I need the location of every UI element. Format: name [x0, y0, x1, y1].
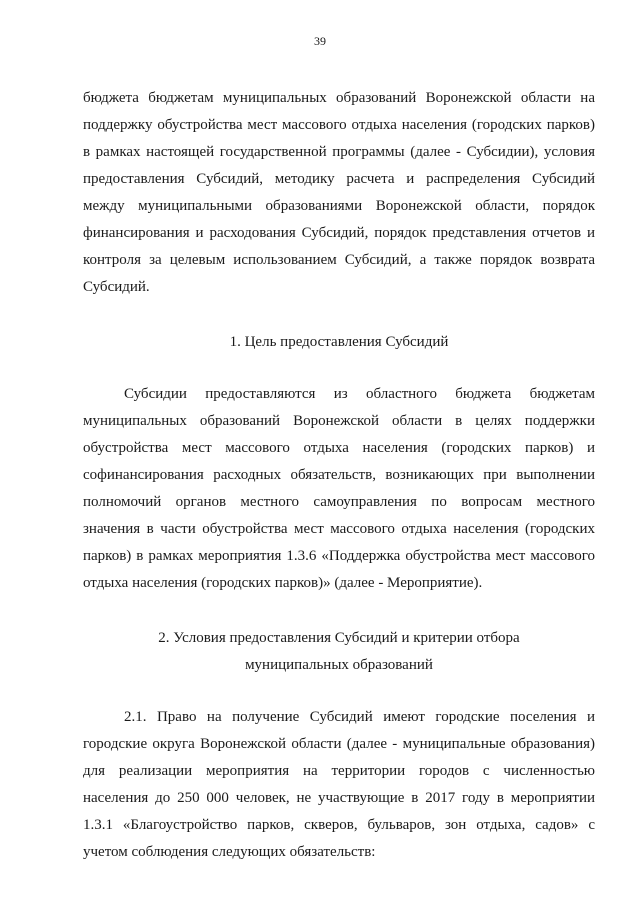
paragraph-line: полномочий органов местного самоуправления по вопросам местного: [83, 494, 595, 510]
paragraph-line: в рамках настоящей государственной программы (далее - Субсидии), условия: [83, 144, 595, 160]
paragraph-line: софинансирования расходных обязательств, возникающих при выполнении: [83, 467, 595, 483]
paragraph-line: парков) в рамках мероприятия 1.3.6 «Поддержка обустройства мест массового: [83, 548, 595, 564]
paragraph-line: между муниципальными образованиями Воронежской области, порядок: [83, 198, 595, 214]
paragraph-line: контроля за целевым использованием Субсидий, а также порядок возврата: [83, 252, 595, 268]
section-heading: 1. Цель предоставления Субсидий: [229, 334, 449, 350]
paragraph-line: бюджета бюджетам муниципальных образований Воронежской области на: [83, 90, 595, 106]
paragraph-line: обустройства мест массового отдыха населения (городских парков) и: [83, 440, 595, 456]
paragraph-line: для реализации мероприятия на территории городов с численностью: [83, 763, 595, 779]
paragraph-line: Субсидий.: [83, 279, 150, 295]
paragraph-line: отдыха населения (городских парков)» (далее - Мероприятие).: [83, 575, 483, 591]
paragraph-line: финансирования и расходования Субсидий, порядок представления отчетов и: [83, 225, 595, 241]
paragraph-line: учетом соблюдения следующих обязательств:: [83, 844, 376, 860]
paragraph-line: муниципальных образований Воронежской области в целях поддержки: [83, 413, 595, 429]
section-heading: 2. Условия предоставления Субсидий и критерии отбора: [158, 630, 520, 646]
paragraph-line: городские округа Воронежской области (далее - муниципальные образования): [83, 736, 595, 752]
paragraph-line: поддержку обустройства мест массового отдыха населения (городских парков): [83, 117, 595, 133]
paragraph-line: Субсидии предоставляются из областного бюджета бюджетам: [124, 386, 595, 402]
paragraph-line: населения до 250 000 человек, не участвующие в 2017 году в мероприятии: [83, 790, 595, 806]
page-number: 39: [314, 34, 326, 48]
paragraph-line: 2.1. Право на получение Субсидий имеют городские поселения и: [124, 709, 595, 725]
paragraph-line: значения в части обустройства мест массового отдыха населения (городских: [83, 521, 595, 537]
section-heading-continuation: муниципальных образований: [245, 657, 433, 673]
paragraph-line: предоставления Субсидий, методику расчета и распределения Субсидий: [83, 171, 595, 187]
paragraph-line: 1.3.1 «Благоустройство парков, скверов, бульваров, зон отдыха, садов» с: [83, 817, 595, 833]
